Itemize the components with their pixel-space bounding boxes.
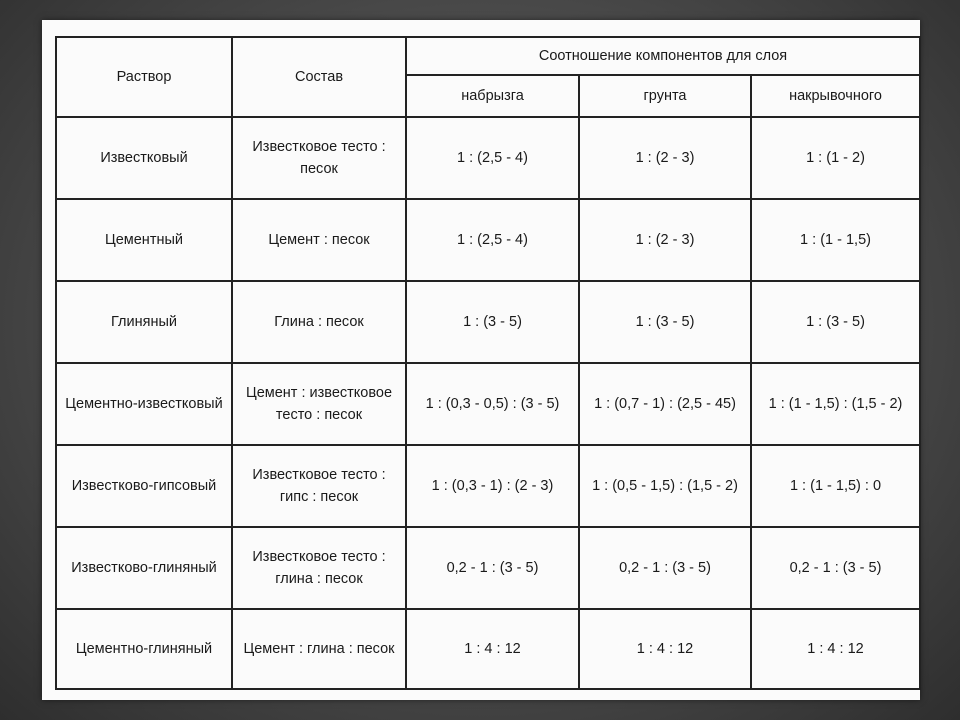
cell-spray: 1 : (2,5 - 4) — [406, 117, 579, 199]
cell-primer: 1 : (2 - 3) — [579, 117, 751, 199]
cell-composition: Известковое тесто : песок — [232, 117, 406, 199]
cell-cover: 1 : (1 - 1,5) : (1,5 - 2) — [751, 363, 920, 445]
table-row — [56, 527, 920, 609]
cell-cover: 1 : (3 - 5) — [751, 281, 920, 363]
cell-composition: Цемент : глина : песок — [232, 609, 406, 689]
cell-composition: Цемент : известковое тесто : песок — [232, 363, 406, 445]
cell-composition: Известковое тесто : гипс : песок — [232, 445, 406, 527]
cell-solution: Цементно-глиняный — [56, 609, 232, 689]
cell-cover: 1 : (1 - 2) — [751, 117, 920, 199]
document-page — [42, 20, 920, 700]
cell-solution: Известково-гипсовый — [56, 445, 232, 527]
header-row — [56, 37, 920, 75]
cell-spray: 1 : 4 : 12 — [406, 609, 579, 689]
table-row — [56, 117, 920, 199]
cell-composition: Цемент : песок — [232, 199, 406, 281]
cell-spray: 1 : (2,5 - 4) — [406, 199, 579, 281]
header-solution: Раствор — [56, 37, 232, 117]
header-ratio-group: Соотношение компонентов для слоя — [406, 37, 920, 75]
cell-solution: Цементно-известковый — [56, 363, 232, 445]
cell-primer: 1 : (3 - 5) — [579, 281, 751, 363]
cell-spray: 1 : (3 - 5) — [406, 281, 579, 363]
cell-cover: 1 : (1 - 1,5) — [751, 199, 920, 281]
cell-primer: 1 : (0,5 - 1,5) : (1,5 - 2) — [579, 445, 751, 527]
header-layer-cover: накрывочного — [751, 75, 920, 117]
cell-primer: 0,2 - 1 : (3 - 5) — [579, 527, 751, 609]
header-composition: Состав — [232, 37, 406, 117]
mortar-ratio-table — [55, 36, 921, 690]
cell-spray: 1 : (0,3 - 1) : (2 - 3) — [406, 445, 579, 527]
cell-spray: 0,2 - 1 : (3 - 5) — [406, 527, 579, 609]
header-layer-primer: грунта — [579, 75, 751, 117]
cell-solution: Известково-глиняный — [56, 527, 232, 609]
cell-cover: 1 : (1 - 1,5) : 0 — [751, 445, 920, 527]
cell-spray: 1 : (0,3 - 0,5) : (3 - 5) — [406, 363, 579, 445]
cell-solution: Цементный — [56, 199, 232, 281]
cell-cover: 0,2 - 1 : (3 - 5) — [751, 527, 920, 609]
cell-primer: 1 : 4 : 12 — [579, 609, 751, 689]
cell-primer: 1 : (2 - 3) — [579, 199, 751, 281]
cell-cover: 1 : 4 : 12 — [751, 609, 920, 689]
header-layer-spray: набрызга — [406, 75, 579, 117]
table-row — [56, 445, 920, 527]
cell-solution: Известковый — [56, 117, 232, 199]
table-row — [56, 363, 920, 445]
table-row — [56, 609, 920, 689]
cell-solution: Глиняный — [56, 281, 232, 363]
cell-composition: Глина : песок — [232, 281, 406, 363]
table-row — [56, 281, 920, 363]
cell-composition: Известковое тесто : глина : песок — [232, 527, 406, 609]
table-row — [56, 199, 920, 281]
cell-primer: 1 : (0,7 - 1) : (2,5 - 45) — [579, 363, 751, 445]
